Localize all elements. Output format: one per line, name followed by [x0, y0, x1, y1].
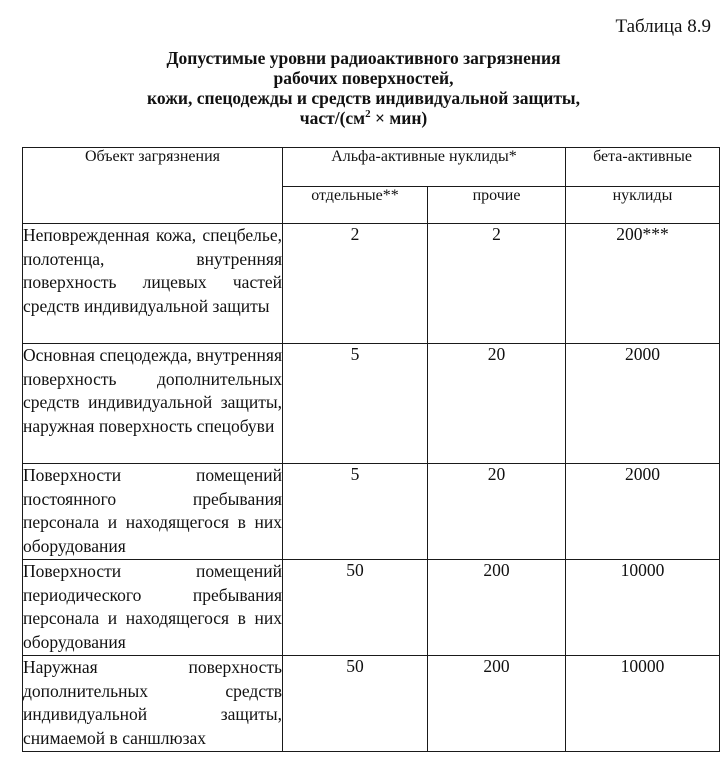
table-row: [23, 560, 720, 656]
table-number: Таблица 8.9: [615, 16, 711, 37]
header-beta-line1: бета-активные: [566, 148, 720, 187]
row-alpha-other: 200: [428, 560, 566, 656]
header-alpha-separate: отдельные**: [283, 187, 428, 224]
table-row: [23, 344, 720, 464]
title-unit-prefix: част/(см: [299, 108, 366, 128]
header-row-top: [23, 148, 720, 187]
row-beta: 10000: [566, 656, 720, 752]
row-object: Основная спецодежда, внутренняя поверхность дополнительных средств индивидуальной защиты, наружная поверхность спецобуви: [23, 344, 283, 464]
contamination-levels-table: [22, 147, 720, 752]
row-alpha-separate: 50: [283, 656, 428, 752]
row-object: Поверхности помещений постоянного пребывания персонала и находящегося в них оборудования: [23, 464, 283, 560]
title-line-2: рабочих поверхностей,: [273, 68, 454, 88]
row-object: Неповрежденная кожа, спецбелье, полотенца, внутренняя поверхность лицевых частей средств индивидуальной защиты: [23, 224, 283, 344]
row-alpha-separate: 5: [283, 464, 428, 560]
row-object: Поверхности помещений периодического пребывания персонала и находящегося в них оборудования: [23, 560, 283, 656]
row-beta: 200***: [566, 224, 720, 344]
row-alpha-other: 200: [428, 656, 566, 752]
table-row: [23, 656, 720, 752]
title-unit-line: [0, 108, 727, 128]
row-alpha-other: 20: [428, 344, 566, 464]
row-alpha-separate: 5: [283, 344, 428, 464]
header-object: Объект загрязнения: [23, 148, 283, 224]
row-beta: 2000: [566, 344, 720, 464]
table-row: [23, 464, 720, 560]
row-beta: 10000: [566, 560, 720, 656]
title-unit-sup: 2: [365, 108, 371, 121]
title-unit-suffix: × мин): [370, 108, 428, 128]
row-alpha-separate: 50: [283, 560, 428, 656]
header-alpha: Альфа-активные нуклиды*: [283, 148, 566, 187]
row-alpha-other: 2: [428, 224, 566, 344]
title-line-1: Допустимые уровни радиоактивного загрязнения: [166, 48, 561, 68]
header-beta-line2: нуклиды: [566, 187, 720, 224]
row-object: Наружная поверхность дополнительных средств индивидуальной защиты, снимаемой в саншлюзах: [23, 656, 283, 752]
table-row: [23, 224, 720, 344]
row-alpha-separate: 2: [283, 224, 428, 344]
title-line-3: кожи, спецодежды и средств индивидуальной защиты,: [147, 88, 580, 108]
row-beta: 2000: [566, 464, 720, 560]
table-title: [0, 48, 727, 128]
row-alpha-other: 20: [428, 464, 566, 560]
header-alpha-other: прочие: [428, 187, 566, 224]
